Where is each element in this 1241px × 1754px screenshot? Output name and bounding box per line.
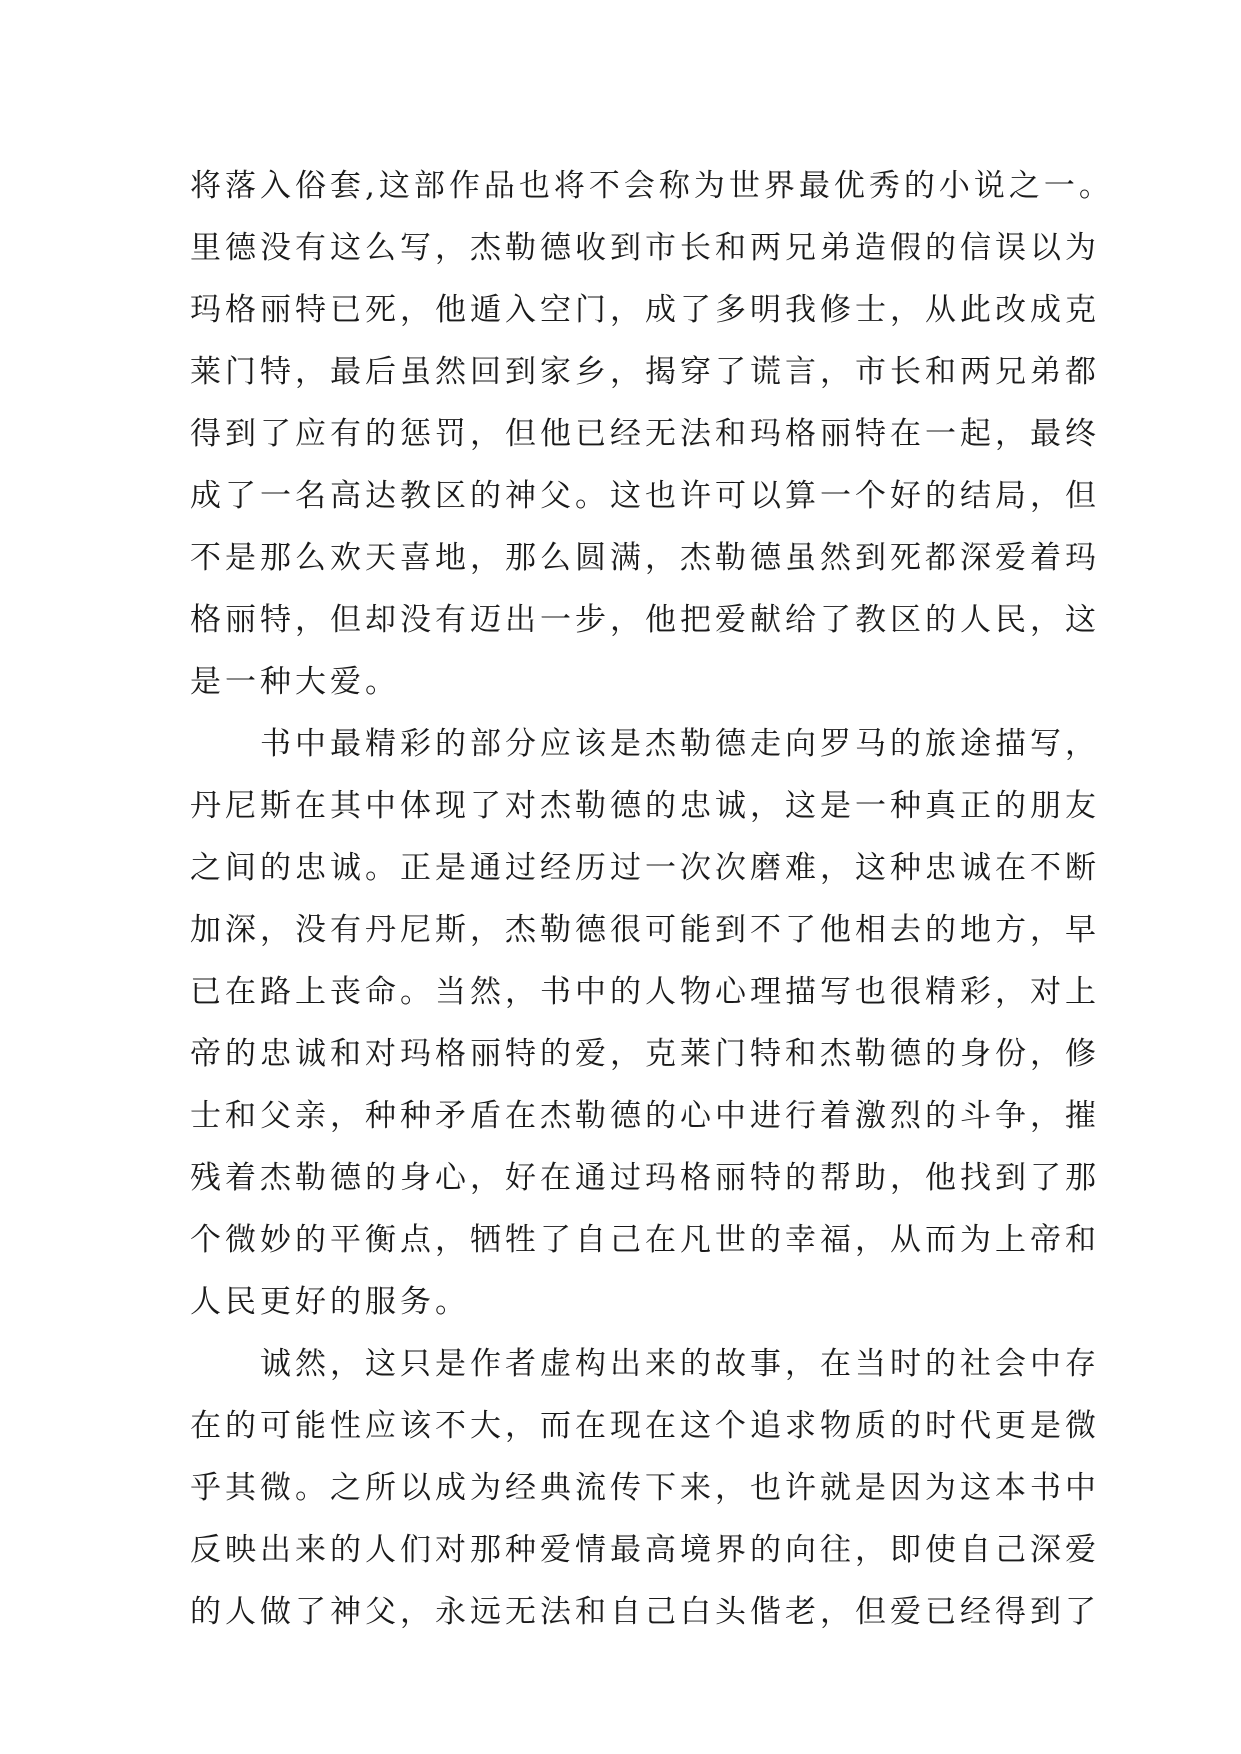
paragraph-start-line: 书中最精彩的部分应该是杰勒德走向罗马的旅途描写，: [260, 726, 1100, 762]
text-line: 是一种大爱。: [190, 664, 400, 700]
text-line: 莱门特，最后虽然回到家乡，揭穿了谎言，市长和两兄弟都: [190, 354, 1100, 390]
text-line: 的人做了神父，永远无法和自己白头偕老，但爱已经得到了: [190, 1594, 1100, 1630]
text-line: 不是那么欢天喜地，那么圆满，杰勒德虽然到死都深爱着玛: [190, 540, 1100, 576]
text-line: 反映出来的人们对那种爱情最高境界的向往，即使自己深爱: [190, 1532, 1100, 1568]
text-line: 个微妙的平衡点，牺牲了自己在凡世的幸福，从而为上帝和: [190, 1222, 1100, 1258]
text-line: 残着杰勒德的身心，好在通过玛格丽特的帮助，他找到了那: [190, 1160, 1100, 1196]
text-line: 丹尼斯在其中体现了对杰勒德的忠诚，这是一种真正的朋友: [190, 788, 1100, 824]
text-line: 成了一名高达教区的神父。这也许可以算一个好的结局，但: [190, 478, 1100, 514]
text-line: 乎其微。之所以成为经典流传下来，也许就是因为这本书中: [190, 1470, 1100, 1506]
text-line: 已在路上丧命。当然，书中的人物心理描写也很精彩，对上: [190, 974, 1100, 1010]
body-text: [190, 155, 1114, 1643]
text-line: 在的可能性应该不大，而在现在这个追求物质的时代更是微: [190, 1408, 1100, 1444]
text-line: 人民更好的服务。: [190, 1284, 470, 1320]
text-line: 将落入俗套,这部作品也将不会称为世界最优秀的小说之一。: [190, 168, 1114, 204]
text-line: 之间的忠诚。正是通过经历过一次次磨难，这种忠诚在不断: [190, 850, 1100, 886]
text-line: 加深，没有丹尼斯，杰勒德很可能到不了他相去的地方，早: [190, 912, 1100, 948]
text-line: 玛格丽特已死，他遁入空门，成了多明我修士，从此改成克: [190, 292, 1100, 328]
text-line: 帝的忠诚和对玛格丽特的爱，克莱门特和杰勒德的身份，修: [190, 1036, 1100, 1072]
text-line: 格丽特，但却没有迈出一步，他把爱献给了教区的人民，这: [190, 602, 1100, 638]
text-line: 士和父亲，种种矛盾在杰勒德的心中进行着激烈的斗争，摧: [190, 1098, 1100, 1134]
text-line: 得到了应有的惩罚，但他已经无法和玛格丽特在一起，最终: [190, 416, 1100, 452]
paragraph-start-line: 诚然，这只是作者虚构出来的故事，在当时的社会中存: [260, 1346, 1100, 1382]
text-line: 里德没有这么写，杰勒德收到市长和两兄弟造假的信误以为: [190, 230, 1100, 266]
